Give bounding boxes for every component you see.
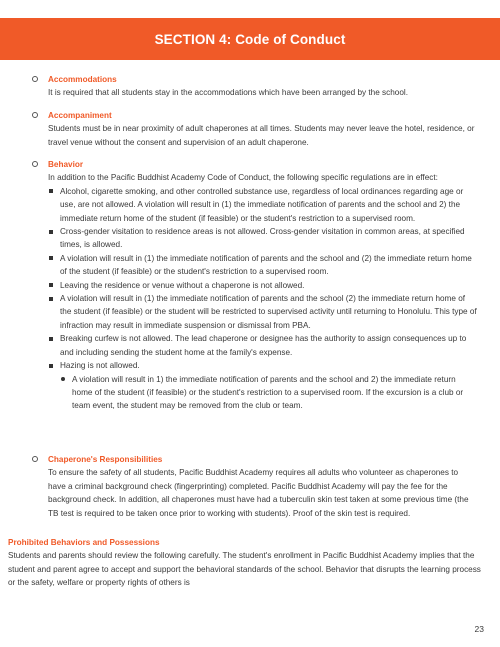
prohibited-behaviors-section — [8, 536, 488, 590]
section-heading: Chaperone's Responsibilities — [48, 455, 163, 464]
page-number: 23 — [474, 624, 484, 634]
list-item: Alcohol, cigarette smoking, and other controlled substance use, regardless of local ordinances regarding age or use, are not allowed. A violation will result in (1) the immediate notification of parents and the school and 2) the immediate return home of the student (if feasible) or the student's restriction to a supervised room. — [48, 185, 478, 225]
section-text: Students and parents should review the following carefully. The student's enrollment in Pacific Buddhist Academy implies that the student and parent agree to accept and support the behavioral standards of the school. Behavior that disrupts the learning process or the safety, welfare or property rights of others is — [8, 551, 481, 588]
list-item: A violation will result in 1) the immediate notification of parents and the school and 2) the immediate return home of the student (if feasible) or the student's restriction to a supervised room. If the excursion is a club or team event, the student may be removed from the club or team. — [60, 373, 478, 413]
list-item: Hazing is not allowed. — [48, 359, 478, 372]
hazing-sublist — [48, 373, 478, 413]
section-text: In addition to the Pacific Buddhist Academy Code of Conduct, the following specific regulations are in effect: — [48, 173, 438, 183]
list-item: Leaving the residence or venue without a chaperone is not allowed. — [48, 279, 478, 292]
section-title: SECTION 4: Code of Conduct — [154, 31, 346, 47]
section-heading: Prohibited Behaviors and Possessions — [8, 538, 160, 547]
list-item: Breaking curfew is not allowed. The lead chaperone or designee has the authority to assign consequences up to and including sending the student home at the family's expense. — [48, 332, 478, 359]
section-header-banner — [0, 18, 500, 60]
section-chaperone-responsibilities — [48, 453, 478, 520]
section-heading: Accompaniment — [48, 111, 112, 120]
section-accommodations — [48, 73, 478, 100]
list-item: A violation will result in (1) the immediate notification of parents and the school and (2) the immediate return home of the student (if feasible) or the student's restriction to a supervised room. — [48, 252, 478, 279]
section-heading: Behavior — [48, 160, 84, 169]
section-text: It is required that all students stay in the accommodations which have been arranged by the school. — [48, 88, 409, 98]
circle-bullet-icon — [32, 161, 38, 167]
section-text: To ensure the safety of all students, Pacific Buddhist Academy requires all adults who volunteer as chaperones to have a criminal background check (fingerprinting) completed. Pacific Buddhist Academy will pay the fee for the background check. In addition, all chaperones must have had a tuberculin skin test taken at some previous time (the TB test is required to be taken once prior to working with students). Proof of the skin test is required. — [48, 468, 469, 518]
behavior-rules-list — [48, 185, 478, 373]
section-behavior — [48, 158, 478, 413]
circle-bullet-icon — [32, 112, 38, 118]
section-heading: Accommodations — [48, 75, 117, 84]
section-accompaniment — [48, 109, 478, 149]
circle-bullet-icon — [32, 456, 38, 462]
list-item: Cross-gender visitation to residence areas is not allowed. Cross-gender visitation in common areas, at specified times, is allowed. — [48, 225, 478, 252]
circle-bullet-icon — [32, 76, 38, 82]
section-text: Students must be in near proximity of adult chaperones at all times. Students may never leave the hotel, residence, or travel venue without the consent and supervision of an adult chaperone. — [48, 124, 475, 147]
list-item: A violation will result in (1) the immediate notification of parents and the school (2) the immediate return home of the student (if feasible) or the student will be restricted to supervised activity until returning to Honolulu. This type of infraction may result in immediate suspension or dismissal from PBA. — [48, 292, 478, 332]
